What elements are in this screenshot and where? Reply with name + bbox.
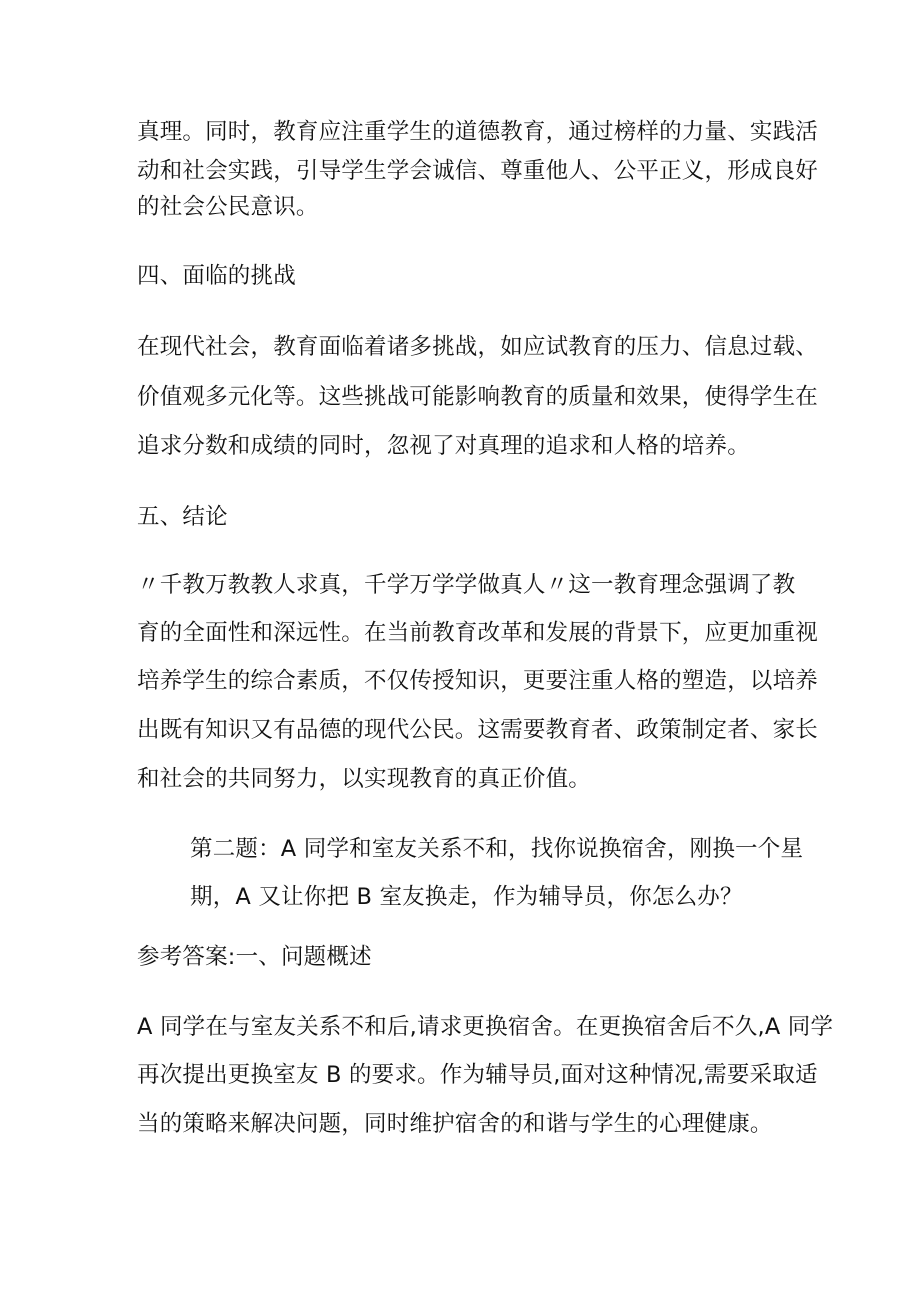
paragraph-line: 育的全面性和深远性。在当前教育改革和发展的背景下，应更加重视 <box>137 620 819 646</box>
paragraph-line: A 同学在与室友关系不和后,请求更换宿舍。在更换宿舍后不久,A 同学 <box>137 1014 834 1040</box>
paragraph-line: 动和社会实践，引导学生学会诚信、尊重他人、公平正义，形成良好 <box>137 158 819 184</box>
paragraph-line: 的社会公民意识。 <box>137 194 319 220</box>
answer-heading: 参考答案:一、问题概述 <box>137 944 372 970</box>
paragraph-line: 和社会的共同努力，以实现教育的真正价值。 <box>137 766 592 792</box>
paragraph-line: 再次提出更换室友 B 的要求。作为辅导员,面对这种情况,需要采取适 <box>137 1062 818 1088</box>
paragraph-line: 真理。同时，教育应注重学生的道德教育，通过榜样的力量、实践活 <box>137 119 819 145</box>
paragraph-line: 在现代社会，教育面临着诸多挑战，如应试教育的压力、信息过载、 <box>137 334 819 360</box>
paragraph-line: 出既有知识又有品德的现代公民。这需要教育者、政策制定者、家长 <box>137 717 819 743</box>
section-heading-conclusion: 五、结论 <box>137 504 228 530</box>
question-line: 第二题：A 同学和室友关系不和，找你说换宿舍，刚换一个星 <box>190 836 804 862</box>
paragraph-line: 价值观多元化等。这些挑战可能影响教育的质量和效果，使得学生在 <box>137 384 819 410</box>
paragraph-line: 〃千教万教教人求真，千学万学学做真人〃这一教育理念强调了教 <box>137 572 796 598</box>
paragraph-line: 培养学生的综合素质，不仅传授知识，更要注重人格的塑造，以培养 <box>137 668 819 694</box>
section-heading-challenges: 四、面临的挑战 <box>137 263 296 289</box>
question-line: 期，A 又让你把 B 室友换走，作为辅导员，你怎么办？ <box>190 884 743 910</box>
paragraph-line: 当的策略来解决问题，同时维护宿舍的和谐与学生的心理健康。 <box>137 1111 773 1137</box>
paragraph-line: 追求分数和成绩的同时，忽视了对真理的追求和人格的培养。 <box>137 433 750 459</box>
